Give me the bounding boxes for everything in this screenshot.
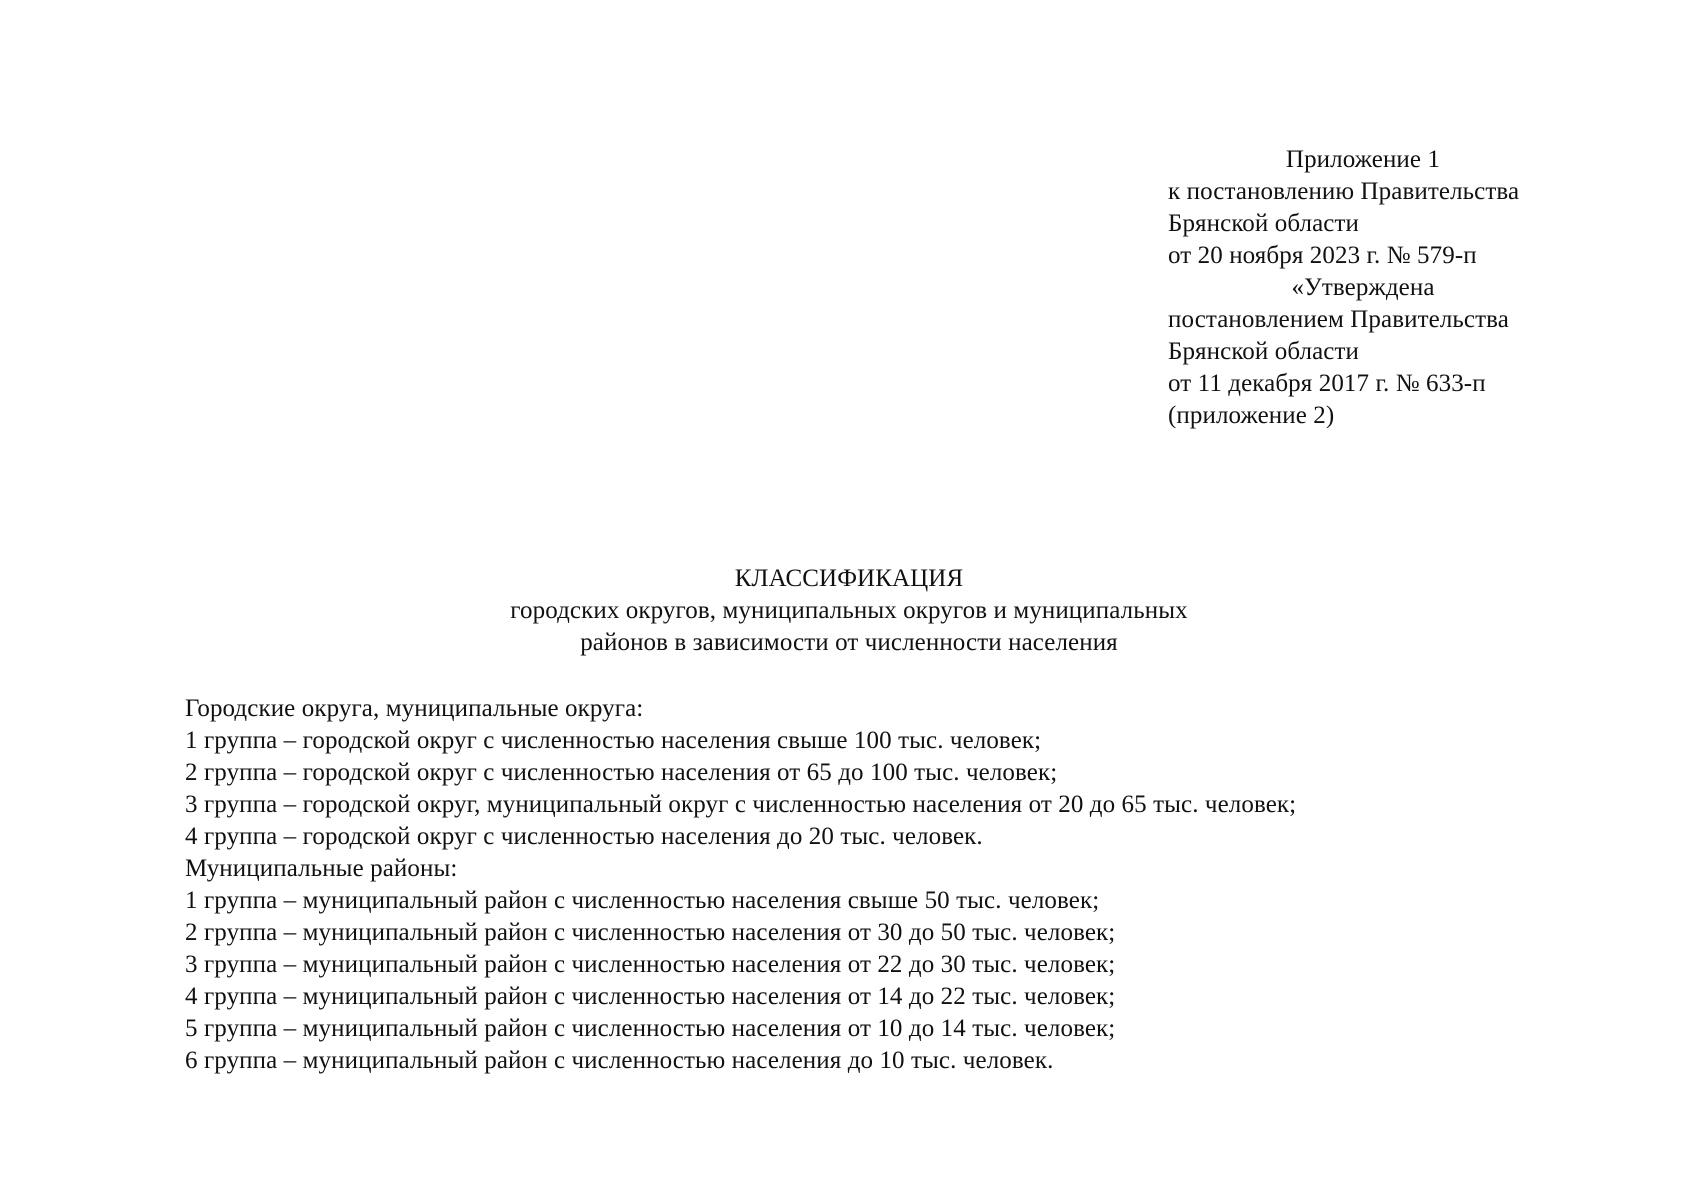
appendix-number: Приложение 1 (1285, 146, 1441, 173)
list-item: 3 группа – городской округ, муниципальный округ с численностью населения от 20 до 65 тыс. человек; (185, 791, 1297, 818)
list-item: 4 группа – городской округ с численностью населения до 20 тыс. человек. (185, 823, 983, 850)
list-item: 5 группа – муниципальный район с численностью населения от 10 до 14 тыс. человек; (185, 1015, 1116, 1042)
document-subtitle-line-2: районов в зависимости от численности населения (580, 629, 1118, 656)
appendix-region: Брянской области (1168, 210, 1360, 237)
list-item: 1 группа – муниципальный район с численностью населения свыше 50 тыс. человек; (185, 887, 1100, 914)
list-item: 4 группа – муниципальный район с численностью населения от 14 до 22 тыс. человек; (185, 983, 1116, 1010)
list-item: 1 группа – городской округ с численностью населения свыше 100 тыс. человек; (185, 727, 1042, 754)
appendix-to-resolution: к постановлению Правительства (1168, 178, 1520, 205)
approved-appendix-ref: (приложение 2) (1168, 402, 1335, 429)
approved-label: «Утверждена (1291, 274, 1435, 301)
document-title: КЛАССИФИКАЦИЯ (734, 565, 964, 592)
section-heading-urban-districts: Городские округа, муниципальные округа: (185, 695, 644, 722)
list-item: 2 группа – муниципальный район с численностью населения от 30 до 50 тыс. человек; (185, 919, 1116, 946)
document-subtitle-line-1: городских округов, муниципальных округов и муниципальных (510, 597, 1188, 624)
approved-by-resolution: постановлением Правительства (1168, 306, 1509, 333)
list-item: 2 группа – городской округ с численностью населения от 65 до 100 тыс. человек; (185, 759, 1058, 786)
approved-date-number: от 11 декабря 2017 г. № 633-п (1168, 370, 1486, 397)
list-item: 3 группа – муниципальный район с численностью населения от 22 до 30 тыс. человек; (185, 951, 1116, 978)
approved-region: Брянской области (1168, 338, 1360, 365)
appendix-date-number: от 20 ноября 2023 г. № 579-п (1168, 242, 1477, 269)
section-heading-municipal-areas: Муниципальные районы: (185, 855, 458, 882)
list-item: 6 группа – муниципальный район с численностью населения до 10 тыс. человек. (185, 1047, 1054, 1074)
